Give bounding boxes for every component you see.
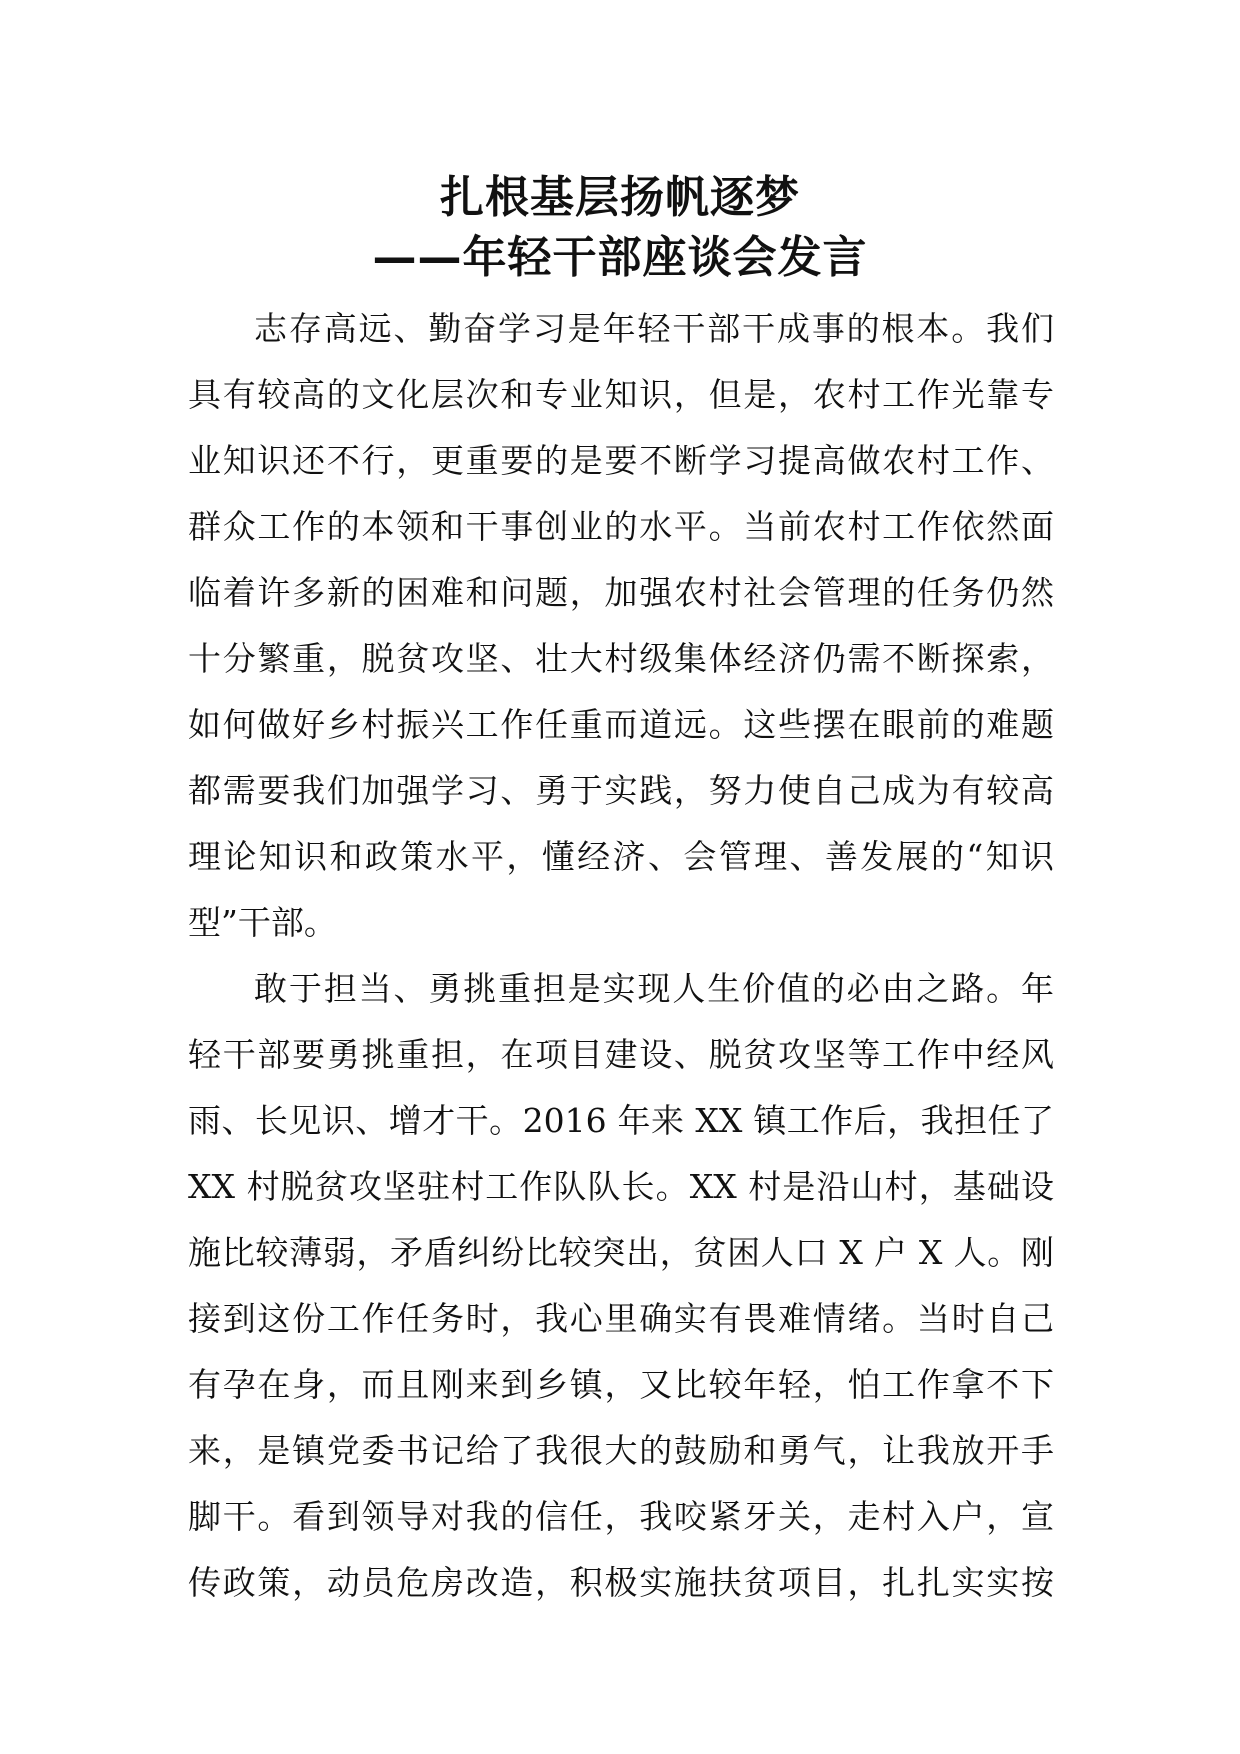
paragraph-2-line-6: 接到这份工作任务时，我心里确实有畏难情绪。当时自己	[188, 1299, 1054, 1338]
paragraph-2-line-5: 施比较薄弱，矛盾纠纷比较突出，贫困人口 X 户 X 人。刚	[188, 1233, 1054, 1272]
paragraph-1-line-1: 志存高远、勤奋学习是年轻干部干成事的根本。我们	[254, 309, 1054, 348]
paragraph-1-line-2: 具有较高的文化层次和专业知识，但是，农村工作光靠专	[188, 375, 1054, 414]
paragraph-2-line-9: 脚干。看到领导对我的信任，我咬紧牙关，走村入户，宣	[188, 1497, 1054, 1536]
paragraph-1-line-7: 如何做好乡村振兴工作任重而道远。这些摆在眼前的难题	[188, 705, 1054, 744]
paragraph-1-line-3: 业知识还不行，更重要的是要不断学习提高做农村工作、	[188, 441, 1054, 480]
paragraph-1-line-8: 都需要我们加强学习、勇于实践，努力使自己成为有较高	[188, 771, 1054, 810]
paragraph-1-line-9: 理论知识和政策水平，懂经济、会管理、善发展的“知识	[188, 837, 1054, 876]
document-title: 扎根基层扬帆逐梦	[440, 172, 800, 223]
paragraph-2-line-8: 来，是镇党委书记给了我很大的鼓励和勇气，让我放开手	[188, 1431, 1054, 1470]
paragraph-1-line-6: 十分繁重，脱贫攻坚、壮大村级集体经济仍需不断探索，	[188, 639, 1054, 678]
paragraph-2-line-10: 传政策，动员危房改造，积极实施扶贫项目，扎扎实实按	[188, 1563, 1054, 1602]
title-block	[0, 168, 1240, 288]
paragraph-1-line-5: 临着许多新的困难和问题，加强农村社会管理的任务仍然	[188, 573, 1054, 612]
paragraph-2-line-2: 轻干部要勇挑重担，在项目建设、脱贫攻坚等工作中经风	[188, 1035, 1054, 1074]
paragraph-2-line-4: XX 村脱贫攻坚驻村工作队队长。XX 村是沿山村，基础设	[188, 1167, 1054, 1206]
paragraph-1-line-10: 型”干部。	[188, 903, 337, 942]
paragraph-1-line-4: 群众工作的本领和干事创业的水平。当前农村工作依然面	[188, 507, 1054, 546]
document-subtitle: ——年轻干部座谈会发言	[372, 232, 868, 283]
paragraph-2-line-7: 有孕在身，而且刚来到乡镇，又比较年轻，怕工作拿不下	[188, 1365, 1054, 1404]
paragraph-2-line-1: 敢于担当、勇挑重担是实现人生价值的必由之路。年	[254, 969, 1054, 1008]
document-body	[188, 296, 1054, 1616]
paragraph-2-line-3: 雨、长见识、增才干。2016 年来 XX 镇工作后，我担任了	[188, 1101, 1054, 1140]
